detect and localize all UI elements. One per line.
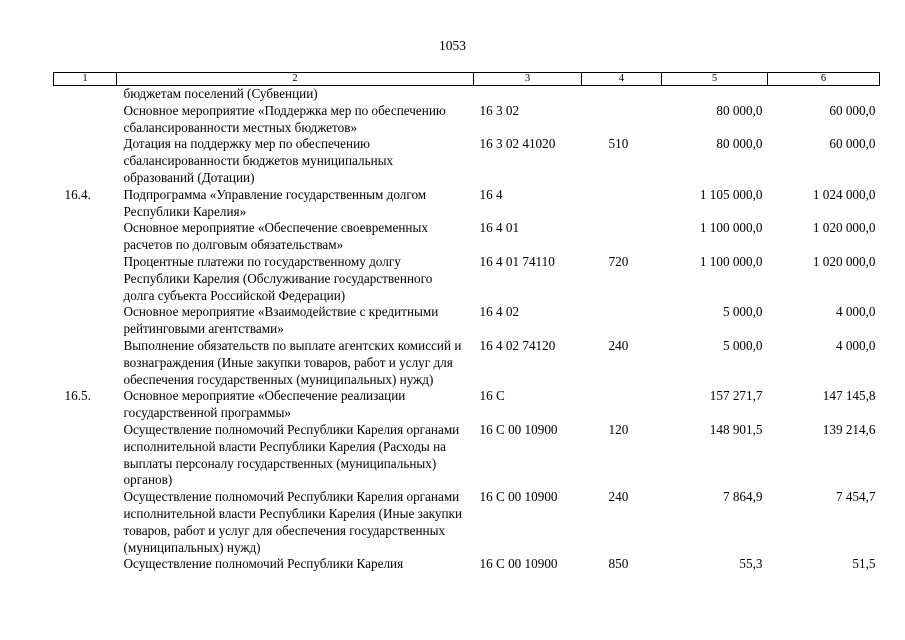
row-expense-type: 240 [608, 489, 629, 505]
row-code: 16 С 00 10900 [479, 421, 558, 437]
row-code: 16 3 02 [479, 102, 520, 118]
row-expense-type [582, 388, 662, 422]
row-name: Процентные платежи по государственному долгу Республики Карелия (Обслуживание государственного долга субъекта Российской Федерации) [123, 253, 433, 303]
row-number [54, 304, 117, 338]
table-row [54, 187, 880, 221]
column-number-row [54, 73, 880, 86]
row-value-col6: 4 000,0 [835, 304, 876, 320]
row-value-col6 [768, 86, 880, 103]
row-name: Основное мероприятие «Обеспечение своевременных расчетов по долговым обязательствам» [123, 220, 428, 253]
row-value-col6: 4 000,0 [835, 337, 876, 353]
row-number [54, 489, 117, 556]
row-number [54, 86, 117, 103]
table-row [54, 86, 880, 103]
row-number [54, 254, 117, 304]
row-code: 16 4 02 [479, 304, 520, 320]
table-row [54, 220, 880, 254]
table-row [54, 388, 880, 422]
row-code [474, 86, 582, 103]
row-value-col5: 5 000,0 [722, 304, 763, 320]
row-value-col6: 147 145,8 [822, 388, 876, 404]
column-number: 1 [54, 73, 117, 86]
row-name: Осуществление полномочий Республики Карелия органами исполнительной власти Республики Карелия (Иные закупки товаров, работ и услуг для обеспечения государственных (муниципальных) нужд) [123, 489, 463, 555]
row-name: Осуществление полномочий Республики Карелия [123, 556, 404, 572]
row-expense-type: 510 [608, 136, 629, 152]
row-expense-type [582, 304, 662, 338]
column-number: 3 [474, 73, 582, 86]
row-name: Подпрограмма «Управление государственным долгом Республики Карелия» [123, 186, 427, 219]
row-value-col5: 157 271,7 [709, 388, 763, 404]
table-body [54, 86, 880, 574]
row-value-col5: 55,3 [739, 556, 763, 572]
row-expense-type: 850 [608, 556, 629, 572]
row-value-col6: 1 020 000,0 [812, 220, 876, 236]
row-value-col6: 51,5 [852, 556, 876, 572]
row-expense-type [582, 103, 662, 137]
row-value-col6: 1 020 000,0 [812, 253, 876, 269]
row-code: 16 4 [479, 186, 503, 202]
table-row [54, 489, 880, 556]
row-name: Основное мероприятие «Поддержка мер по обеспечению сбалансированности местных бюджетов» [123, 102, 446, 135]
row-value-col6: 60 000,0 [829, 136, 876, 152]
row-code: 16 С 00 10900 [479, 489, 558, 505]
row-name: Выполнение обязательств по выплате агентских комиссий и вознаграждения (Иные закупки товаров, работ и услуг для обеспечения государственных (муниципальных) нужд) [123, 337, 462, 387]
row-name: бюджетам поселений (Субвенции) [123, 86, 318, 101]
row-expense-type [582, 187, 662, 221]
row-code: 16 4 01 [479, 220, 520, 236]
row-expense-type [582, 220, 662, 254]
row-code: 16 С 00 10900 [479, 556, 558, 572]
row-value-col5: 5 000,0 [722, 337, 763, 353]
table-row [54, 103, 880, 137]
table-row [54, 304, 880, 338]
row-name: Основное мероприятие «Обеспечение реализации государственной программы» [123, 388, 406, 421]
row-number [54, 220, 117, 254]
column-number: 6 [768, 73, 880, 86]
table-row [54, 338, 880, 388]
row-expense-type: 120 [608, 421, 629, 437]
row-name: Осуществление полномочий Республики Карелия органами исполнительной власти Республики Карелия (Расходы на выплаты персоналу государственных (муниципальных) органов) [123, 421, 460, 488]
row-number [54, 338, 117, 388]
row-name: Основное мероприятие «Взаимодействие с кредитными рейтинговыми агентствами» [123, 304, 439, 337]
row-value-col5: 148 901,5 [709, 421, 763, 437]
table-row [54, 556, 880, 573]
row-value-col6: 7 454,7 [835, 489, 876, 505]
row-value-col5: 80 000,0 [716, 102, 763, 118]
row-code: 16 4 01 74110 [479, 253, 555, 269]
row-value-col5: 80 000,0 [716, 136, 763, 152]
column-number: 5 [662, 73, 768, 86]
row-number: 16.5. [64, 388, 91, 404]
row-value-col5 [662, 86, 768, 103]
row-code: 16 3 02 41020 [479, 136, 556, 152]
row-expense-type [582, 86, 662, 103]
row-value-col5: 7 864,9 [722, 489, 763, 505]
row-value-col6: 139 214,6 [822, 421, 876, 437]
row-value-col6: 60 000,0 [829, 102, 876, 118]
budget-table [53, 72, 880, 573]
row-value-col5: 1 100 000,0 [699, 220, 763, 236]
row-value-col5: 1 100 000,0 [699, 253, 763, 269]
table-row [54, 136, 880, 186]
row-number [54, 422, 117, 489]
row-code: 16 4 02 74120 [479, 337, 556, 353]
table-row [54, 422, 880, 489]
row-number [54, 556, 117, 573]
row-expense-type: 240 [608, 337, 629, 353]
row-code: 16 С [479, 388, 505, 404]
row-name: Дотация на поддержку мер по обеспечению сбалансированности бюджетов муниципальных образований (Дотации) [123, 136, 394, 185]
page-number: 1053 [439, 38, 466, 53]
row-value-col6: 1 024 000,0 [812, 186, 876, 202]
row-value-col5: 1 105 000,0 [699, 186, 763, 202]
table-row [54, 254, 880, 304]
row-expense-type: 720 [608, 253, 629, 269]
column-number: 2 [117, 73, 474, 86]
row-number [54, 103, 117, 137]
column-number: 4 [582, 73, 662, 86]
row-number [54, 136, 117, 186]
row-number: 16.4. [64, 186, 91, 202]
